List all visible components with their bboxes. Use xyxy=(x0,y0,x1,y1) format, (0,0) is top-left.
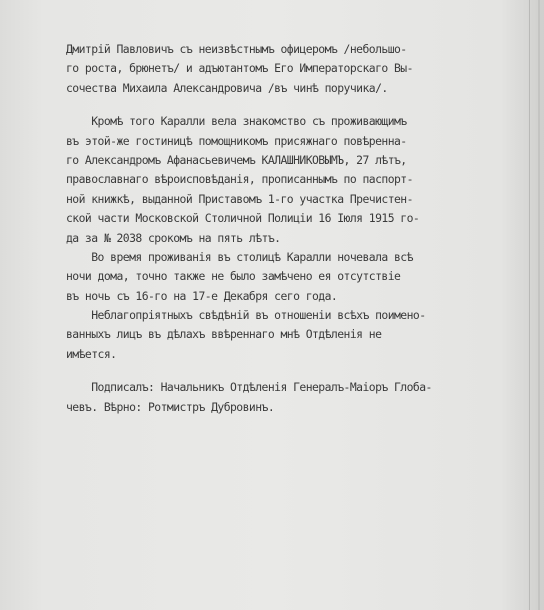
text-line: въ ночь съ 16-го на 17-е Декабря сего года. xyxy=(66,288,338,303)
text-line: го роста, брюнетъ/ и адъютантомъ Его Императорскаго Вы- xyxy=(66,61,413,76)
text-line: да за № 2038 срокомъ на пять лѣтъ. xyxy=(66,230,281,245)
text-line: ночи дома, точно также не было замѣчено ея отсутствiе xyxy=(66,269,401,284)
text-line: чевъ. Вѣрно: Ротмистръ Дубровинъ. xyxy=(66,399,275,414)
text-line: имѣется. xyxy=(66,346,117,361)
paragraph-acquaintance xyxy=(66,112,506,248)
text-line: сочества Михаила Александровича /въ чинѣ поручика/. xyxy=(66,80,388,95)
text-line: Неблагопрiятныхъ свѣдѣнiй въ отношенiи всѣхъ поимено- xyxy=(66,308,426,323)
paragraph-gap xyxy=(66,364,506,378)
paragraph-residence xyxy=(66,248,506,306)
text-line: православнаго вѣроисповѣданiя, прописаннымъ по паспорт- xyxy=(66,172,413,187)
text-line: Подписалъ: Начальникъ Отдѣленiя Генералъ-Маiоръ Глоба- xyxy=(66,380,432,395)
paper-edge xyxy=(538,0,540,610)
paper-fold-line xyxy=(529,0,530,610)
paragraph-escort xyxy=(66,40,506,98)
text-line: Дмитрiй Павловичъ съ неизвѣстнымъ офицеромъ /небольшо- xyxy=(66,42,407,56)
text-line: ной книжкѣ, выданной Приставомъ 1-го участка Пречистен- xyxy=(66,191,413,206)
text-line: Во время проживанiя въ столицѣ Каралли ночевала всѣ xyxy=(66,249,413,264)
typewritten-text xyxy=(66,40,506,417)
text-line: Кромѣ того Каралли вела знакомство съ проживающимъ xyxy=(66,114,407,129)
paragraph-no-info xyxy=(66,306,506,364)
text-line: ской части Московской Столичной Полицiи 16 Iюля 1915 го- xyxy=(66,211,420,226)
paragraph-signature xyxy=(66,378,506,417)
text-line: го Александромъ Афанасьевичемъ КАЛАШНИКОВЫМЪ, 27 лѣтъ, xyxy=(66,152,407,167)
text-line: ванныхъ лицъ въ дѣлахъ ввѣреннаго мнѣ Отдѣленiя не xyxy=(66,327,382,342)
paragraph-gap xyxy=(66,98,506,112)
text-line: въ этой-же гостиницѣ помощникомъ присяжнаго повѣреннa- xyxy=(66,133,407,148)
